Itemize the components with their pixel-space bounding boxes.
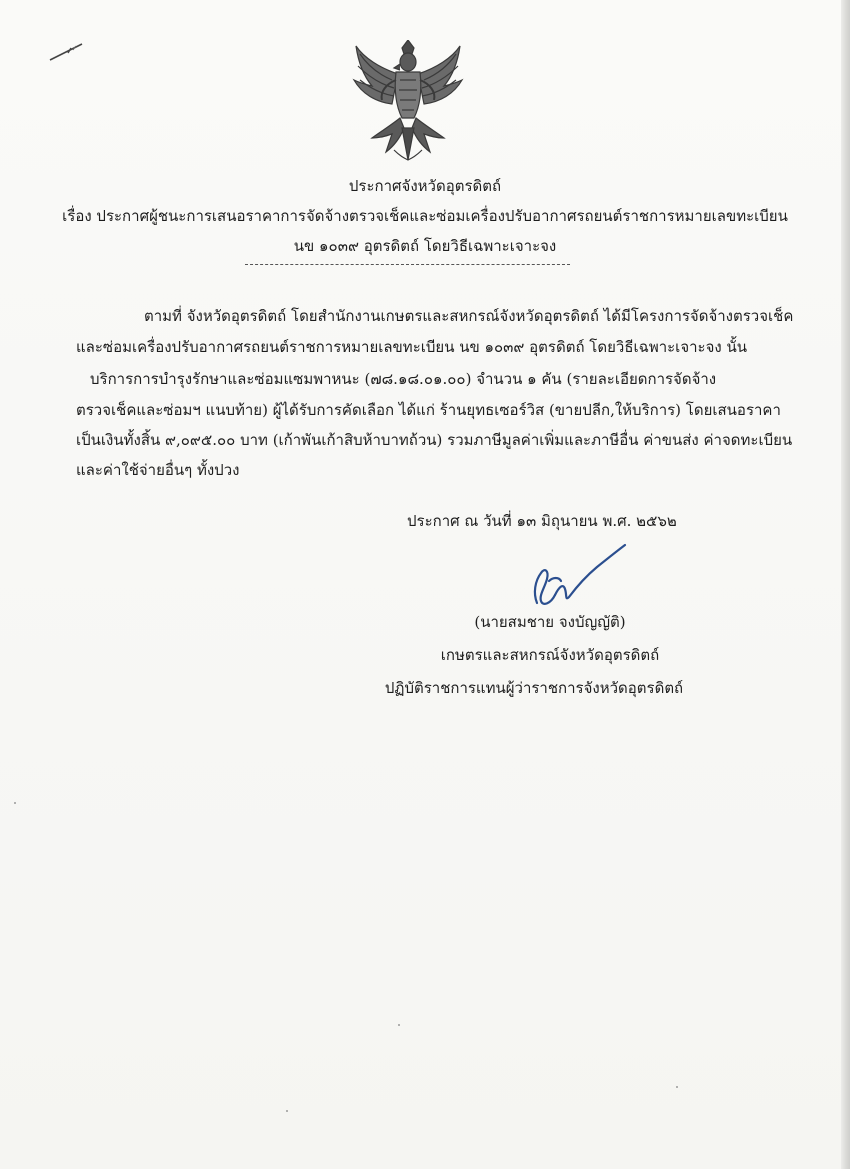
body-line-5: เป็นเงินทั้งสิ้น ๙,๐๙๕.๐๐ บาท (เก้าพันเก้าสิบห้าบาทถ้วน) รวมภาษีมูลค่าเพิ่มและภาษีอื่น ค่าขนส่ง ค่าจดทะเบียน bbox=[76, 431, 793, 449]
scan-speck bbox=[676, 1086, 678, 1088]
signer-acting-position: ปฏิบัติราชการแทนผู้ว่าราชการจังหวัดอุตรดิตถ์ bbox=[384, 679, 684, 697]
announcement-title: ประกาศจังหวัดอุตรดิตถ์ bbox=[348, 177, 502, 195]
scan-edge-shadow bbox=[841, 0, 850, 1169]
garuda-emblem-icon bbox=[350, 40, 466, 162]
body-line-1: ตามที่ จังหวัดอุตรดิตถ์ โดยสำนักงานเกษตรและสหกรณ์จังหวัดอุตรดิตถ์ ได้มีโครงการจัดจ้างตรวจเช็ค bbox=[144, 307, 794, 325]
subject-line-continued: นข ๑๐๓๙ อุตรดิตถ์ โดยวิธีเฉพาะเจาะจง bbox=[293, 237, 557, 255]
pen-mark-icon bbox=[48, 38, 88, 66]
scan-speck bbox=[286, 1110, 288, 1112]
scan-speck bbox=[14, 802, 16, 804]
handwritten-signature-icon bbox=[525, 537, 630, 612]
signer-position: เกษตรและสหกรณ์จังหวัดอุตรดิตถ์ bbox=[440, 646, 660, 664]
subject-line: เรื่อง ประกาศผู้ชนะการเสนอราคาการจัดจ้างตรวจเช็คและซ่อมเครื่องปรับอากาศรถยนต์ราชการหมายเลขทะเบียน bbox=[62, 207, 788, 225]
announcement-date: ประกาศ ณ วันที่ ๑๓ มิถุนายน พ.ศ. ๒๕๖๒ bbox=[407, 512, 677, 530]
body-line-4: ตรวจเช็คและซ่อมฯ แนบท้าย) ผู้ได้รับการคัดเลือก ได้แก่ ร้านยุทธเซอร์วิส (ขายปลีก,ให้บริการ) โดยเสนอราคา bbox=[76, 401, 781, 419]
body-line-6: และค่าใช้จ่ายอื่นๆ ทั้งปวง bbox=[76, 461, 240, 479]
title-divider bbox=[245, 264, 570, 265]
signer-name: (นายสมชาย จงบัญญัติ) bbox=[474, 613, 626, 631]
body-line-3: บริการการบำรุงรักษาและซ่อมแซมพาหนะ (๗๘.๑๘.๐๑.๐๐) จำนวน ๑ คัน (รายละเอียดการจัดจ้าง bbox=[90, 370, 717, 388]
scan-speck bbox=[398, 1024, 400, 1026]
body-line-2: และซ่อมเครื่องปรับอากาศรถยนต์ราชการหมายเลขทะเบียน นข ๑๐๓๙ อุตรดิตถ์ โดยวิธีเฉพาะเจาะจง นั้น bbox=[76, 338, 747, 356]
